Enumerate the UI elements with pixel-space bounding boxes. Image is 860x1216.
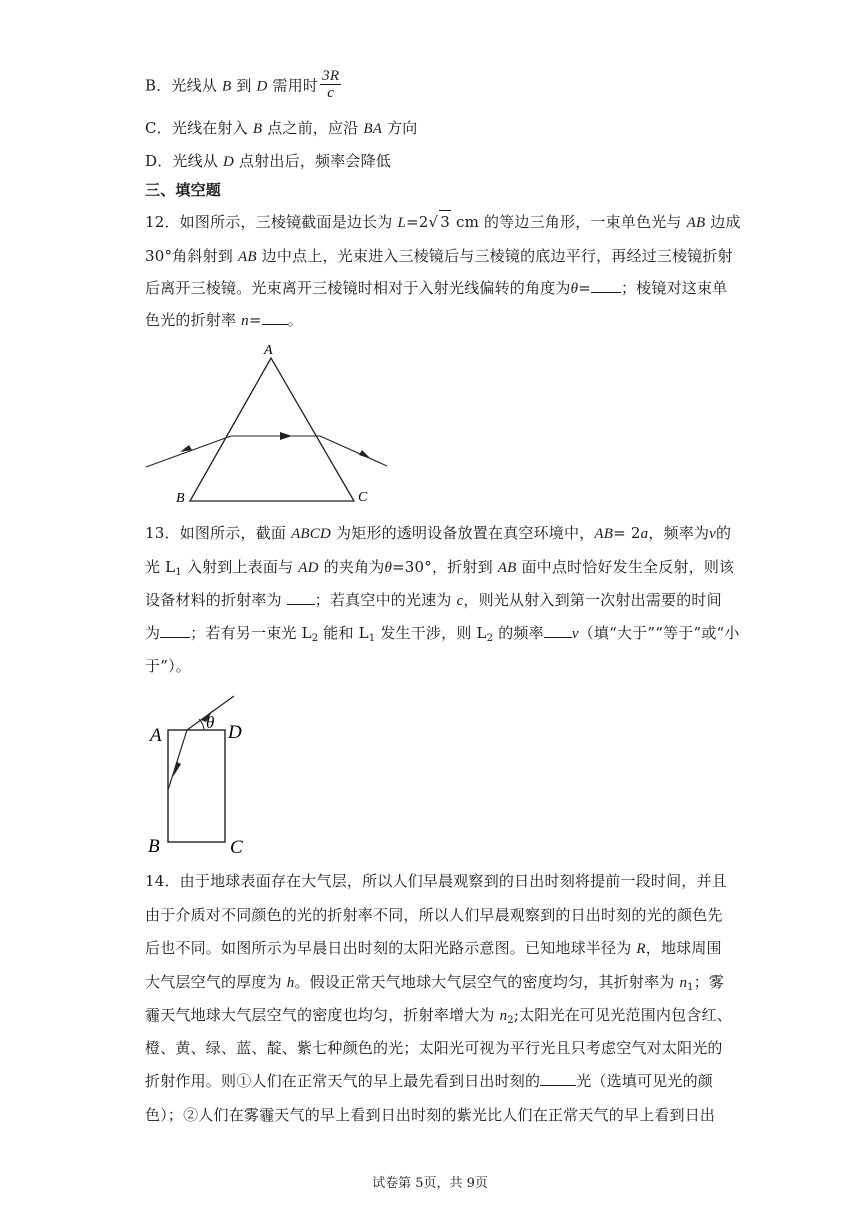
q12-line-2: 30°角斜射到 AB 边中点上，光束进入三棱镜后与三棱镜的底边平行，再经过三棱镜折射 xyxy=(145,247,733,265)
q14-line-8: 色）；②人们在雾霾天气的早上看到日出时刻的紫光比人们在正常天气的早上看到日出 xyxy=(145,1106,716,1124)
option-d: D．光线从 D 点射出后，频率会降低 xyxy=(145,152,392,170)
device-rectangle xyxy=(168,730,225,842)
page-footer: 试卷第 5页，共 9页 xyxy=(372,1176,488,1191)
q14-line-1: 14．由于地球表面存在大气层，所以人们早晨观察到的日出时刻将提前一段时间，并且 xyxy=(145,872,727,890)
q12-line-1: 12．如图所示，三棱镜截面是边长为 L=2√ 3 cm 的等边三角形，一束单色光与 AB 边成 xyxy=(145,210,741,234)
q12-line-3: 后离开三棱镜。光束离开三棱镜时相对于入射光线偏转的角度为θ= ；棱镜对这束单 xyxy=(145,279,728,297)
answer-blank xyxy=(287,589,315,605)
prism-triangle xyxy=(190,358,354,501)
q13-line-4: 为 ；若有另一束光 $L_2$ 能和 $L_1$ 发生干涉，则 $L_2$ 的频率 v（填“大于”“等于”或“小 xyxy=(145,624,740,644)
exit-arrowhead xyxy=(359,450,371,459)
q12-line-4: 色光的折射率 n= 。 xyxy=(145,311,303,329)
q13-line-1: 13．如图所示，截面 ABCD 为矩形的透明设备放置在真空环境中，AB= 2a，频率为v的 xyxy=(145,524,732,542)
answer-blank xyxy=(540,1070,576,1086)
internal-arrowhead xyxy=(280,432,292,440)
vertex-label-b: B xyxy=(176,491,185,506)
refracted-ray xyxy=(168,730,187,790)
vertex-label-c: C xyxy=(358,490,368,505)
q14-line-6: 橙、黄、绿、蓝、靛、紫七种颜色的光；太阳光可视为平行光且只考虑空气对太阳光的 xyxy=(145,1039,723,1057)
q14-line-3: 后也不同。如图所示为早晨日出时刻的太阳光路示意图。已知地球半径为 R，地球周围 xyxy=(145,939,722,957)
corner-label-b: B xyxy=(148,836,160,857)
q13-line-3: 设备材料的折射率为 ；若真空中的光速为 c，则光从射入到第一次射出需要的时间 xyxy=(145,591,722,609)
answer-blank xyxy=(591,277,621,293)
prism-diagram xyxy=(140,340,400,510)
answer-blank xyxy=(544,622,572,638)
section-heading: 三、填空题 xyxy=(145,181,222,199)
q14-line-4: 大气层空气的厚度为 h。假设正常天气地球大气层空气的密度均匀，其折射率为 $n_1$；雾 xyxy=(145,973,725,993)
q13-line-5: 于”）。 xyxy=(145,657,191,675)
answer-blank xyxy=(262,309,288,325)
corner-label-c: C xyxy=(230,837,243,858)
q14-line-5: 霾天气地球大气层空气的密度也均匀，折射率增大为 $n_2$;太阳光在可见光范围内包含红、 xyxy=(145,1006,732,1026)
q14-line-2: 由于介质对不同颜色的光的折射率不同，所以人们早晨观察到的日出时刻的光的颜色先 xyxy=(145,906,723,924)
angle-label-theta: θ xyxy=(206,713,215,732)
option-c: C．光线在射入 B 点之前，应沿 BA 方向 xyxy=(145,119,418,137)
exit-ray xyxy=(320,436,387,466)
vertex-label-a: A xyxy=(264,343,273,358)
fraction-3r-over-c: $\frac{3R}{c}$ xyxy=(322,68,340,101)
q14-line-7: 折射作用。则①人们在正常天气的早上最先看到日出时刻的 光（选填可见光的颜 xyxy=(145,1072,714,1090)
rectangle-device-diagram xyxy=(140,690,270,860)
corner-label-a: A xyxy=(150,725,162,746)
corner-label-d: D xyxy=(228,722,242,743)
answer-blank xyxy=(160,622,190,638)
q13-line-2: 光 $L_1$ 入射到上表面与 AD 的夹角为θ=30°，折射到 AB 面中点时恰好发生全反射，则该 xyxy=(145,558,735,578)
option-b: B．光线从 B 到 D 需用时 $\frac{3R}{c}$ xyxy=(145,68,340,101)
